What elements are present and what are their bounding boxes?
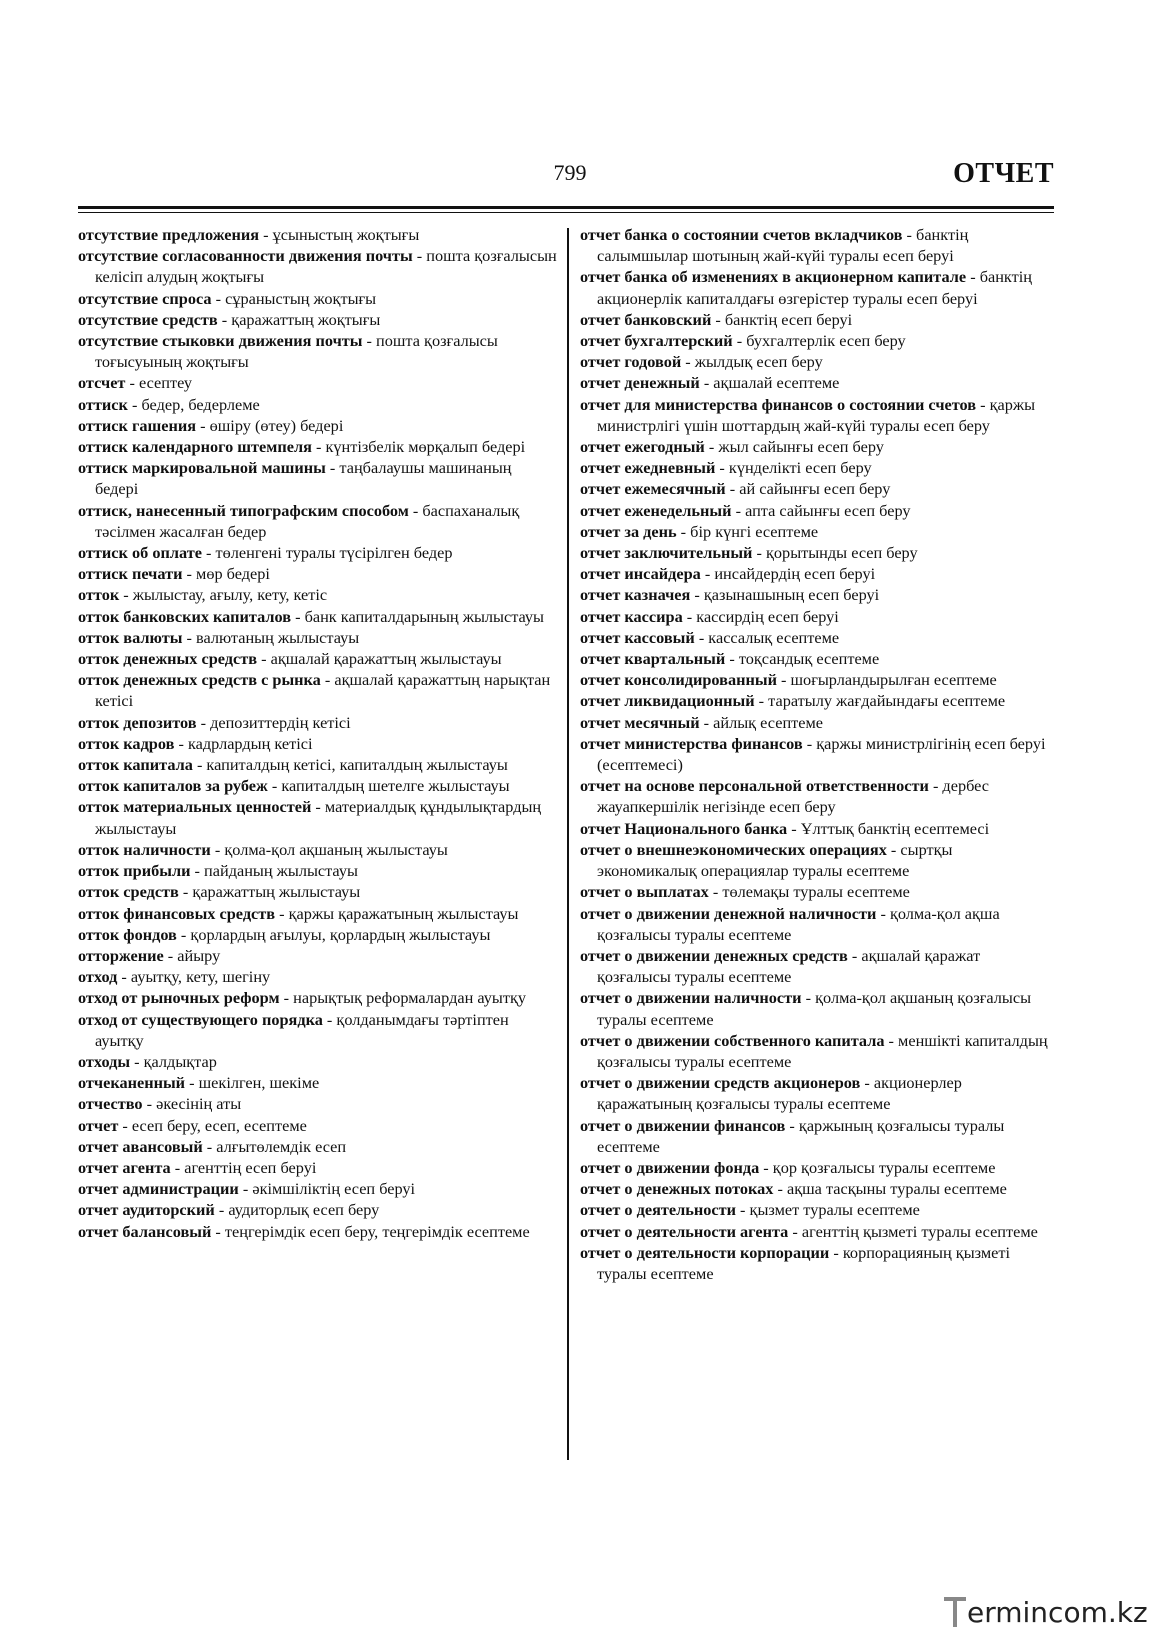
entry-definition: - төлемақы туралы есептеме [708, 882, 910, 902]
entry-term: отчет администрации [78, 1179, 239, 1199]
entry-definition: - таңбалаушы машинаның бедері [95, 458, 512, 499]
dictionary-entry [580, 542, 1056, 563]
entry-term: оттиск об оплате [78, 543, 202, 563]
dictionary-entry [78, 1157, 558, 1178]
entry-definition: - капиталдың кетісі, капиталдың жылыстауы [192, 755, 508, 775]
entry-term: отход [78, 967, 118, 987]
entry-term: отчет заключительный [580, 543, 753, 563]
t-logo-icon [944, 1595, 966, 1629]
dictionary-entry [580, 563, 1056, 584]
entry-definition: - қолма-қол ақшаның жылыстауы [210, 839, 448, 859]
entry-term: отчет денежный [580, 373, 700, 393]
entry-definition: - ауытқу, кету, шегіну [117, 967, 271, 987]
entry-term: отток финансовых средств [78, 903, 276, 923]
entry-term: отток капитала [78, 755, 193, 775]
entry-term: отчет кассира [580, 606, 683, 626]
entry-definition: - бухгалтерлік есеп беру [732, 331, 906, 351]
dictionary-entry [78, 288, 558, 309]
entry-term: отчет квартальный [580, 649, 726, 669]
dictionary-entry [78, 903, 558, 924]
entry-definition: - айлық есептеме [699, 712, 824, 732]
entry-definition: - кассирдің есеп беруі [682, 606, 839, 626]
dictionary-entry [78, 712, 558, 733]
entry-definition: - тоқсандық есептеме [725, 649, 880, 669]
dictionary-entry [78, 1009, 558, 1051]
dictionary-entry [580, 627, 1056, 648]
entry-definition: - корпорацияның қызметі туралы есептеме [597, 1242, 1010, 1283]
entry-definition: - депозиттердің кетісі [196, 712, 351, 732]
entry-term: отходы [78, 1051, 131, 1071]
dictionary-entry [580, 1072, 1056, 1114]
entry-definition: - есеп беру, есеп, есептеме [118, 1115, 307, 1135]
entry-term: отчет казначея [580, 585, 691, 605]
entry-term: отчет о движении средств акционеров [580, 1073, 861, 1093]
entry-definition: - қорлардың ағылуы, қорлардың жылыстауы [176, 924, 491, 944]
entry-term: отток кадров [78, 733, 175, 753]
entry-term: отчет ликвидационный [580, 691, 755, 711]
dictionary-entry [78, 987, 558, 1008]
entry-term: отчет годовой [580, 352, 682, 372]
entry-term: отчет кассовый [580, 627, 695, 647]
entry-term: отток средств [78, 882, 179, 902]
dictionary-entry [580, 775, 1056, 817]
dictionary-entry [78, 436, 558, 457]
dictionary-entry [78, 1199, 558, 1220]
dictionary-entry [78, 1115, 558, 1136]
dictionary-entry [78, 860, 558, 881]
dictionary-entry [580, 394, 1056, 436]
dictionary-entry [78, 394, 558, 415]
entry-definition: - ақшалай есептеме [699, 373, 840, 393]
dictionary-entry [78, 500, 558, 542]
dictionary-entry [580, 903, 1056, 945]
dictionary-entry [580, 478, 1056, 499]
entry-term: отток денежных средств [78, 649, 258, 669]
entry-definition: - инсайдердің есеп беруі [700, 564, 876, 584]
entry-definition: - шоғырландырылған есептеме [776, 670, 997, 690]
entry-definition: - қаражаттың жылыстауы [178, 882, 361, 902]
entry-definition: - ақшалай қаражаттың жылыстауы [257, 649, 502, 669]
entry-term: оттиск календарного штемпеля [78, 437, 312, 457]
entry-term: отсутствие согласованности движения почты [78, 246, 413, 266]
entry-definition: - қазынашының есеп беруі [690, 585, 880, 605]
entry-definition: - ұсыныстың жоқтығы [259, 225, 420, 244]
entry-definition: - ақшалай қаражат қозғалысы туралы есептеме [597, 945, 981, 987]
dictionary-entry [78, 1072, 558, 1093]
logo-text: ermincom.kz [967, 1595, 1148, 1629]
entry-term: отток фондов [78, 924, 177, 944]
entry-definition: - қызмет туралы есептеме [735, 1200, 920, 1220]
entry-term: отчет бухгалтерский [580, 331, 733, 351]
dictionary-entry [78, 627, 558, 648]
dictionary-entry [78, 1136, 558, 1157]
dictionary-entry [580, 521, 1056, 542]
entry-term: оттиск печати [78, 564, 183, 584]
right-column [580, 224, 1056, 1284]
entry-definition: - Ұлттық банктің есептемесі [787, 818, 990, 838]
dictionary-entry [78, 372, 558, 393]
entry-definition: - қолма-қол ақша қозғалысы туралы есептеме [597, 903, 1000, 944]
entry-term: отчет [78, 1115, 119, 1135]
dictionary-entry [580, 648, 1056, 669]
entry-definition: - теңгерімдік есеп беру, теңгерімдік есептеме [211, 1221, 530, 1241]
entry-definition: - кадрлардың кетісі [174, 733, 313, 753]
entry-definition: - әкесінің аты [142, 1094, 242, 1114]
dictionary-entry [580, 1157, 1056, 1178]
guide-word: ОТЧЕТ [953, 158, 1054, 189]
entry-definition: - қалдықтар [130, 1051, 217, 1071]
entry-definition: - алғытөлемдік есеп [202, 1136, 347, 1156]
entry-definition: - күнделікті есеп беру [715, 458, 872, 478]
entry-term: отчет для министерства финансов о состоянии счетов [580, 394, 977, 414]
entry-term: отток депозитов [78, 712, 197, 732]
dictionary-entry [580, 330, 1056, 351]
entry-term: отчет банка об изменениях в акционерном капитале [580, 267, 967, 287]
entry-term: отчет ежемесячный [580, 479, 726, 499]
dictionary-entry [78, 542, 558, 563]
dictionary-entry [78, 584, 558, 605]
dictionary-entry [78, 1093, 558, 1114]
dictionary-entry [580, 584, 1056, 605]
entry-term: отток материальных ценностей [78, 797, 312, 817]
entry-definition: - әкімшіліктің есеп беруі [238, 1179, 416, 1199]
entry-definition: - мөр бедері [182, 564, 270, 584]
entry-definition: - өшіру (өтеу) бедері [196, 415, 344, 435]
entry-term: отчет о выплатах [580, 882, 709, 902]
dictionary-entry [78, 1051, 558, 1072]
dictionary-entry [580, 881, 1056, 902]
entry-definition: - қорытынды есеп беру [752, 543, 918, 563]
entry-definition: - қолма-қол ақшаның қозғалысы туралы есептеме [597, 988, 1032, 1029]
entry-definition: - материалдық құндылықтардың жылыстауы [95, 797, 542, 838]
entry-definition: - банктің акционерлік капиталдағы өзгерістер туралы есеп беруі [597, 267, 1032, 308]
dictionary-entry [580, 351, 1056, 372]
entry-definition: - ақшалай қаражаттың нарықтан кетісі [95, 670, 551, 711]
entry-term: отчет банка о состоянии счетов вкладчиков [580, 225, 903, 244]
entry-term: отчет о внешнеэкономических операциях [580, 839, 887, 859]
dictionary-entry [78, 457, 558, 499]
entry-term: отсчет [78, 373, 126, 393]
entry-term: отчет месячный [580, 712, 700, 732]
entry-term: отчет банковский [580, 309, 712, 329]
entry-term: оттиск маркировальной машины [78, 458, 326, 478]
entry-term: отчет еженедельный [580, 500, 732, 520]
entry-definition: - шекілген, шекіме [185, 1073, 320, 1093]
entry-definition: - дербес жауапкершілік негізінде есеп беру [597, 776, 990, 817]
entry-term: отчество [78, 1094, 143, 1114]
dictionary-entry [580, 266, 1056, 308]
entry-term: отчет о движении собственного капитала [580, 1030, 885, 1050]
entry-term: отчет о деятельности [580, 1200, 736, 1220]
entry-term: отток наличности [78, 839, 211, 859]
entry-definition: - бедер, бедерлеме [127, 394, 260, 414]
entry-term: отчет за день [580, 521, 677, 541]
entry-term: отчет инсайдера [580, 564, 701, 584]
entry-term: отчет на основе персональной ответственности [580, 776, 929, 796]
entry-term: отчет о движении финансов [580, 1115, 786, 1135]
entry-definition: - меншікті капиталдың қозғалысы туралы есептеме [597, 1030, 1048, 1071]
entry-term: отсутствие стыковки движения почты [78, 331, 363, 351]
dictionary-entry [580, 1178, 1056, 1199]
entry-definition: - жылдық есеп беру [681, 352, 823, 372]
dictionary-entry [78, 945, 558, 966]
entry-definition: - қаржының қозғалысы туралы есептеме [597, 1115, 1005, 1156]
entry-definition: - қолданымдағы тәртіптен ауытқу [95, 1009, 509, 1050]
entry-definition: - банк капиталдарының жылыстауы [291, 606, 544, 626]
dictionary-entry [580, 500, 1056, 521]
entry-term: отсутствие спроса [78, 288, 212, 308]
dictionary-entry [78, 754, 558, 775]
entry-definition: - сұраныстың жоқтығы [211, 288, 377, 308]
entry-term: отход от рыночных реформ [78, 988, 280, 1008]
entry-term: отчет о движении фонда [580, 1157, 760, 1177]
entry-term: отчет министерства финансов [580, 733, 803, 753]
entry-definition: - банктің салымшылар шотының жай-күйі туралы есеп беруі [597, 225, 969, 266]
entry-term: отток денежных средств с рынка [78, 670, 321, 690]
dictionary-entry [78, 924, 558, 945]
dictionary-entry [78, 669, 558, 711]
entry-term: отсутствие предложения [78, 225, 260, 244]
dictionary-entry [580, 1221, 1056, 1242]
entry-definition: - күнтізбелік мөрқалып бедері [311, 437, 526, 457]
column-divider [567, 228, 569, 1460]
dictionary-entry [580, 690, 1056, 711]
dictionary-entry [580, 839, 1056, 881]
entry-term: отчет агента [78, 1157, 171, 1177]
dictionary-entry [580, 1199, 1056, 1220]
dictionary-entry [78, 796, 558, 838]
dictionary-entry [78, 606, 558, 627]
entry-definition: - кассалық есептеме [694, 627, 840, 647]
entry-definition: - пошта қозғалысы тоғысуының жоқтығы [95, 331, 498, 372]
entry-definition: - ақша тасқыны туралы есептеме [773, 1179, 1007, 1199]
entry-term: отчеканенный [78, 1073, 186, 1093]
entry-term: оттиск гашения [78, 415, 197, 435]
entry-definition: - есептеу [125, 373, 193, 393]
entry-definition: - қаржы қаражатының жылыстауы [275, 903, 519, 923]
entry-definition: - сыртқы экономикалық операциялар туралы есептеме [597, 839, 953, 881]
dictionary-entry [78, 330, 558, 372]
entry-term: отчет о денежных потоках [580, 1179, 774, 1199]
entry-definition: - нарықтық реформалардан ауытқу [279, 988, 527, 1008]
left-column [78, 224, 558, 1242]
dictionary-entry [580, 987, 1056, 1029]
dictionary-entry [78, 224, 558, 245]
entry-definition: - баспаханалық тәсілмен жасалған бедер [95, 500, 520, 541]
dictionary-entry [580, 1242, 1056, 1284]
dictionary-entry [580, 818, 1056, 839]
entry-term: отчет о движении денежной наличности [580, 903, 877, 923]
entry-term: отчет консолидированный [580, 670, 777, 690]
entry-term: отчет балансовый [78, 1221, 212, 1241]
dictionary-entry [580, 457, 1056, 478]
header-rule-thick [78, 206, 1054, 209]
entry-definition: - таратылу жағдайындағы есептеме [754, 691, 1006, 711]
entry-term: оттиск [78, 394, 128, 414]
entry-term: отчет Национального банка [580, 818, 788, 838]
dictionary-entry [580, 606, 1056, 627]
dictionary-entry [78, 733, 558, 754]
dictionary-entry [580, 1030, 1056, 1072]
dictionary-entry [78, 1221, 558, 1242]
entry-definition: - аудиторлық есеп беру [214, 1200, 380, 1220]
entry-definition: - қаржы министрлігінің есеп беруі (есептемесі) [597, 733, 1046, 775]
entry-definition: - айыру [163, 945, 221, 965]
entry-term: отсутствие средств [78, 309, 218, 329]
dictionary-entry [78, 839, 558, 860]
entry-term: оттиск, нанесенный типографским способом [78, 500, 409, 520]
dictionary-entry [580, 669, 1056, 690]
dictionary-entry [580, 733, 1056, 775]
dictionary-entry [580, 712, 1056, 733]
entry-definition: - пошта қозғалысын келісіп алудың жоқтығы [95, 246, 557, 287]
entry-definition: - банктің есеп беруі [711, 309, 853, 329]
entry-definition: - жыл сайынғы есеп беру [704, 437, 884, 457]
entry-definition: - агенттің есеп беруі [170, 1157, 317, 1177]
entry-definition: - валютаның жылыстауы [182, 627, 360, 647]
dictionary-entry [78, 245, 558, 287]
dictionary-entry [78, 1178, 558, 1199]
entry-term: отчет о движении наличности [580, 988, 802, 1008]
entry-term: отток валюты [78, 627, 183, 647]
entry-term: отчет ежегодный [580, 437, 705, 457]
entry-term: отторжение [78, 945, 164, 965]
entry-definition: - агенттің қызметі туралы есептеме [788, 1221, 1038, 1241]
dictionary-entry [78, 648, 558, 669]
dictionary-entry [580, 436, 1056, 457]
entry-term: отток капиталов за рубеж [78, 776, 268, 796]
entry-definition: - қаржы министрлігі үшін шоттардың жай-күйі туралы есеп беру [597, 394, 1036, 435]
entry-term: отход от существующего порядка [78, 1009, 323, 1029]
entry-term: отчет о деятельности корпорации [580, 1242, 830, 1262]
dictionary-entry [580, 372, 1056, 393]
entry-term: отток банковских капиталов [78, 606, 292, 626]
entry-definition: - бір күнгі есептеме [676, 521, 819, 541]
dictionary-entry [580, 224, 1056, 266]
dictionary-entry [78, 881, 558, 902]
entry-definition: - қор қозғалысы туралы есептеме [759, 1157, 996, 1177]
entry-definition: - жылыстау, ағылу, кету, кетіс [119, 585, 328, 605]
dictionary-entry [580, 309, 1056, 330]
entry-definition: - акционерлер қаражатының қозғалысы туралы есептеме [597, 1073, 962, 1114]
page-number: 799 [553, 160, 587, 185]
dictionary-entry [78, 775, 558, 796]
dictionary-entry [580, 945, 1056, 987]
dictionary-entry [580, 1115, 1056, 1157]
terminkom-logo [944, 1592, 1148, 1632]
entry-term: отчет аудиторский [78, 1200, 215, 1220]
entry-term: отчет о движении денежных средств [580, 945, 848, 965]
header-rule-thin [78, 212, 1054, 213]
entry-definition: - капиталдың шетелге жылыстауы [267, 776, 510, 796]
entry-definition: - апта сайынғы есеп беру [731, 500, 911, 520]
entry-definition: - ай сайынғы есеп беру [725, 479, 891, 499]
entry-term: отток [78, 585, 120, 605]
dictionary-entry [78, 966, 558, 987]
dictionary-entry [78, 563, 558, 584]
entry-term: отток прибыли [78, 861, 191, 881]
entry-definition: - төленгені туралы түсірілген бедер [201, 543, 453, 563]
entry-definition: - қаражаттың жоқтығы [217, 309, 381, 329]
entry-definition: - пайданың жылыстауы [190, 861, 358, 881]
entry-term: отчет авансовый [78, 1136, 203, 1156]
entry-term: отчет о деятельности агента [580, 1221, 789, 1241]
dictionary-entry [78, 415, 558, 436]
dictionary-entry [78, 309, 558, 330]
entry-term: отчет ежедневный [580, 458, 716, 478]
